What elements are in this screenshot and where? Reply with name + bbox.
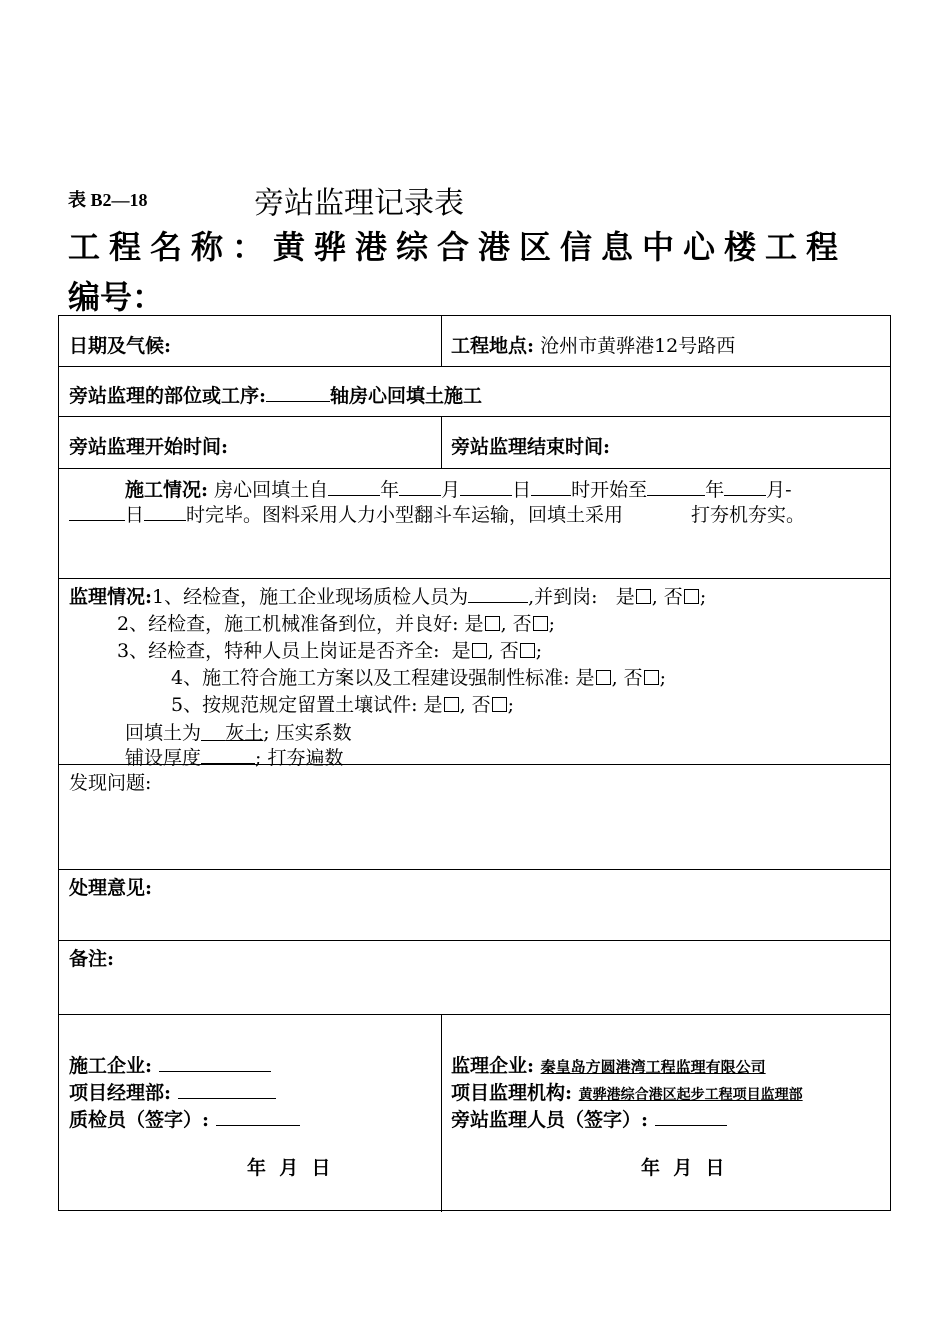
no-text: 否 xyxy=(471,694,491,716)
manager-blank[interactable] xyxy=(178,1080,276,1099)
inspector-sign-blank[interactable] xyxy=(216,1107,300,1126)
yes-text: 是 xyxy=(423,694,443,716)
year-text: 年 xyxy=(380,479,400,501)
supervisor-company-line xyxy=(451,1051,766,1078)
backfill-value: 灰土 xyxy=(225,722,264,744)
location-label: 工程地点: xyxy=(451,335,535,357)
construction-text: 房心回填土自 xyxy=(214,479,329,501)
construction-label: 施工情况: xyxy=(125,479,209,501)
form-title: 旁站监理记录表 xyxy=(254,186,464,221)
no-checkbox[interactable] xyxy=(520,643,535,658)
no-text: 否 xyxy=(512,613,532,635)
blank[interactable] xyxy=(144,502,186,521)
backfill-label: 回填土为 xyxy=(125,722,202,744)
project-label: 工程名称： xyxy=(68,228,274,266)
thickness-label: 铺设厚度 xyxy=(125,747,202,769)
supervisor-sign-blank[interactable] xyxy=(655,1107,727,1126)
remarks-label: 备注: xyxy=(69,948,115,970)
yes-checkbox[interactable] xyxy=(485,616,500,631)
row-supervision xyxy=(59,578,890,769)
inspector-line xyxy=(69,1105,300,1132)
supervision-item-5: 5、按规范规定留置土壤试件: 是 , 否 ; xyxy=(171,694,515,716)
yes-checkbox[interactable] xyxy=(444,697,459,712)
row-signatures xyxy=(59,1014,890,1212)
form-header xyxy=(68,178,868,221)
inspector-blank[interactable] xyxy=(468,584,528,603)
form-code: 表 B2—18 xyxy=(68,190,148,210)
no-text: 否 xyxy=(499,640,519,662)
no-checkbox[interactable] xyxy=(644,670,659,685)
tamp-label: ; 打夯遍数 xyxy=(255,747,344,769)
yes-text: 是 xyxy=(615,586,635,608)
row-time xyxy=(59,416,890,468)
blank[interactable] xyxy=(328,477,380,496)
start-time-label: 旁站监理开始时间: xyxy=(69,436,229,458)
blank[interactable] xyxy=(399,477,441,496)
yes-checkbox[interactable] xyxy=(636,589,651,604)
part-cell xyxy=(69,381,482,408)
date-weather-label: 日期及气候: xyxy=(69,335,172,357)
item-text: 1、经检查，施工企业现场质检人员为 xyxy=(152,586,469,608)
supervision-item-2: 2、经检查，施工机械准备到位，并良好: 是 , 否 ; xyxy=(117,613,556,635)
end-time-label: 旁站监理结束时间: xyxy=(451,436,611,458)
yes-text: 是 xyxy=(464,613,484,635)
thickness-blank[interactable] xyxy=(201,745,255,764)
backfill-line xyxy=(125,718,352,745)
problems-label: 发现问题: xyxy=(69,772,152,794)
axis-blank[interactable] xyxy=(266,383,330,402)
blank[interactable] xyxy=(69,502,125,521)
year-text: 年 xyxy=(705,479,725,501)
project-name-line xyxy=(68,222,878,268)
construction-line-2 xyxy=(69,500,805,527)
supervisor-person-label: 旁站监理人员（签字）: xyxy=(451,1109,649,1131)
row-date-location xyxy=(59,316,890,366)
part-value: 轴房心回填土施工 xyxy=(330,385,483,407)
manager-label: 项目经理部: xyxy=(69,1082,172,1104)
supervision-item-1: 监理情况:1、经检查，施工企业现场质检人员为 ,并到岗: 是 , 否 ; xyxy=(69,586,707,608)
contractor-label: 施工企业: xyxy=(69,1055,153,1077)
item-text: 4、施工符合施工方案以及工程建设强制性标准: xyxy=(171,667,570,689)
blank[interactable] xyxy=(531,477,571,496)
compaction-label: ; 压实系数 xyxy=(263,722,352,744)
part-label: 旁站监理的部位或工序: xyxy=(69,385,267,407)
contractor-date: 年 月 日 xyxy=(247,1157,331,1179)
contractor-line xyxy=(69,1051,271,1078)
month-text: 月 xyxy=(441,479,461,501)
no-checkbox[interactable] xyxy=(492,697,507,712)
row-part xyxy=(59,366,890,416)
item-text: ,并到岗: xyxy=(528,586,598,608)
month-text: 月- xyxy=(766,479,792,501)
item-text: 3、经检查，特种人员上岗证是否齐全: xyxy=(117,640,440,662)
yes-text: 是 xyxy=(451,640,471,662)
day-text: 日 xyxy=(512,479,532,501)
blank[interactable] xyxy=(460,477,512,496)
inspector-label: 质检员（签字）: xyxy=(69,1109,210,1131)
day-text: 日 xyxy=(125,504,145,526)
supervision-label: 监理情况: xyxy=(69,586,153,608)
construction-line-1 xyxy=(125,475,792,502)
supervisor-person-line xyxy=(451,1105,727,1132)
location-value: 沧州市黄骅港12号路西 xyxy=(540,335,736,357)
yes-checkbox[interactable] xyxy=(596,670,611,685)
construction-text: 时开始至 xyxy=(571,479,648,501)
supervision-item-3: 3、经检查，特种人员上岗证是否齐全: 是 , 否 ; xyxy=(117,640,543,662)
number-label: 编号： xyxy=(68,278,165,316)
supervisor-company-value: 秦皇岛方圆港湾工程监理有限公司 xyxy=(540,1058,766,1076)
construction-text: 时完毕。图料采用人力小型翻斗车运输，回填土采用 xyxy=(186,504,624,526)
no-text: 否 xyxy=(623,667,643,689)
supervisor-company-label: 监理企业: xyxy=(451,1055,535,1077)
construction-text: 打夯机夯实。 xyxy=(691,504,806,526)
supervisor-date: 年 月 日 xyxy=(641,1157,725,1179)
supervision-record-table xyxy=(58,315,891,1211)
location-cell xyxy=(451,331,735,358)
yes-text: 是 xyxy=(575,667,595,689)
supervisor-org-value: 黄骅港综合港区起步工程项目监理部 xyxy=(578,1087,803,1103)
row-remarks xyxy=(59,940,890,1014)
row-construction xyxy=(59,468,890,578)
row-problems xyxy=(59,764,890,869)
no-text: 否 xyxy=(663,586,683,608)
item-text: 5、按规范规定留置土壤试件: xyxy=(171,694,418,716)
contractor-blank[interactable] xyxy=(159,1053,271,1072)
no-checkbox[interactable] xyxy=(533,616,548,631)
manager-line xyxy=(69,1078,276,1105)
blank[interactable] xyxy=(724,477,766,496)
handling-label: 处理意见: xyxy=(69,877,153,899)
supervisor-org-label: 项目监理机构: xyxy=(451,1082,573,1104)
yes-checkbox[interactable] xyxy=(472,643,487,658)
item-text: 2、经检查，施工机械准备到位，并良好: xyxy=(117,613,459,635)
supervision-item-4: 4、施工符合施工方案以及工程建设强制性标准: 是 , 否 ; xyxy=(171,667,667,689)
no-checkbox[interactable] xyxy=(684,589,699,604)
blank[interactable] xyxy=(647,477,705,496)
project-name: 黄骅港综合港区信息中心楼工程 xyxy=(273,228,848,266)
supervisor-org-line xyxy=(451,1078,803,1105)
row-handling xyxy=(59,869,890,940)
